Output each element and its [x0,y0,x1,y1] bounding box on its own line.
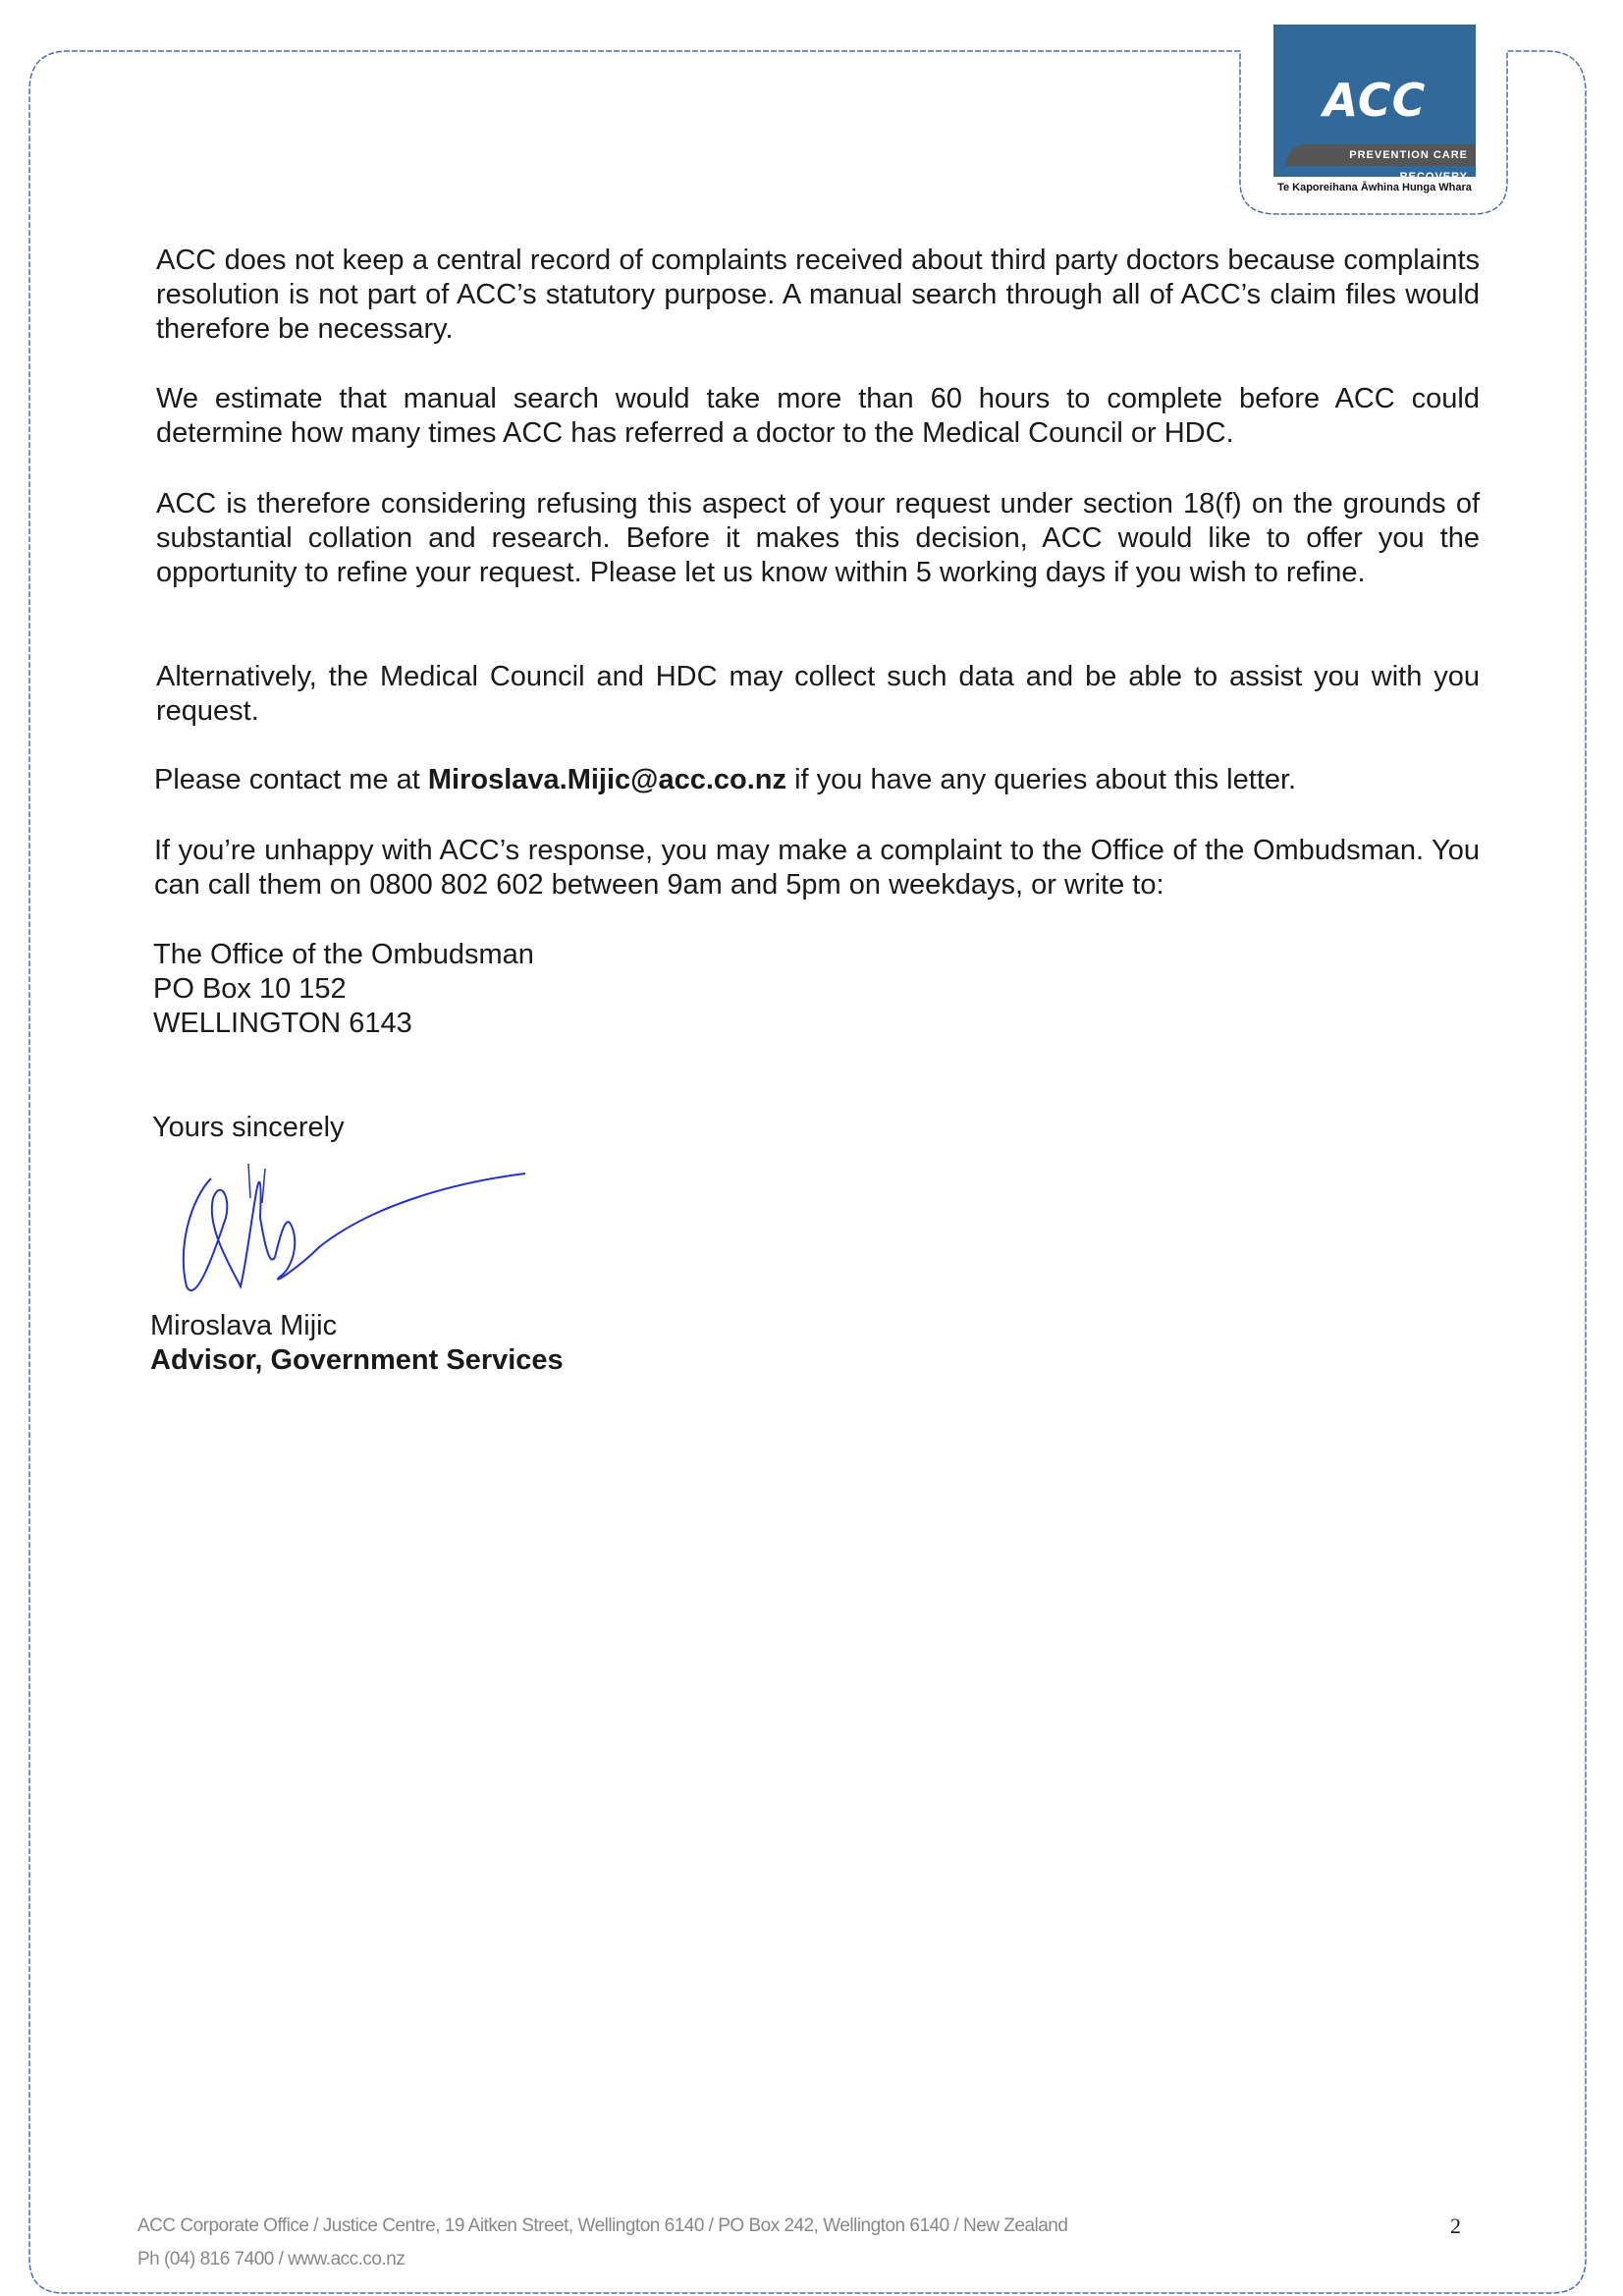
paragraph-central-record: ACC does not keep a central record of complaints received about third party doctors because complaints resolution is not part of ACC’s statutory purpose. A manual search through all of ACC’s claim files would therefore be necessary. [156,245,1480,345]
signer-title: Advisor, Government Services [150,1344,564,1376]
contact-email-link[interactable]: Miroslava.Mijic@acc.co.nz [427,764,787,795]
closing: Yours sincerely [152,1112,345,1143]
paragraph-ombudsman: If you’re unhappy with ACC’s response, you may make a complaint to the Office of the Ombudsman. You can call them on 0800 802 602 between 9am and 5pm on weekdays, or write to: [154,835,1480,901]
address-line-1: The Office of the Ombudsman [153,939,534,970]
paragraph-contact [154,763,1478,797]
contact-before: Please contact me at [154,764,428,795]
page-number: 2 [1450,2214,1461,2238]
address-line-2: PO Box 10 152 [153,973,347,1005]
paragraph-estimate: We estimate that manual search would take more than 60 hours to complete before ACC could determine how many times ACC has referred a doctor to the Medical Council or HDC. [156,383,1480,449]
signature [172,1159,535,1316]
logo-box [1273,25,1476,183]
signer-name: Miroslava Mijic [150,1310,338,1341]
paragraph-alternative: Alternatively, the Medical Council and HDC may collect such data and be able to assist you with you request. [156,661,1480,727]
address-line-3: WELLINGTON 6143 [153,1008,412,1039]
paragraph-refusal: ACC is therefore considering refusing this aspect of your request under section 18(f) on the grounds of substantial collation and research. Before it makes this decision, ACC would like to offer you the opportunity to refine your request. Please let us know within 5 working days if you wish to refine. [156,488,1480,588]
logo-maori-name: Te Kaporeihana Āwhina Hunga Whara [1277,182,1472,193]
contact-after: if you have any queries about this letter. [786,764,1297,795]
logo-tagline: PREVENTION CARE RECOVERY [1285,144,1476,166]
acc-logo [1273,25,1476,193]
footer-address: ACC Corporate Office / Justice Centre, 19 Aitken Street, Wellington 6140 / PO Box 242, Wellington 6140 / New Zealand [137,2215,1068,2236]
footer-contact: Ph (04) 816 7400 / www.acc.co.nz [137,2249,406,2269]
logo-mark: ACC [1323,74,1427,127]
